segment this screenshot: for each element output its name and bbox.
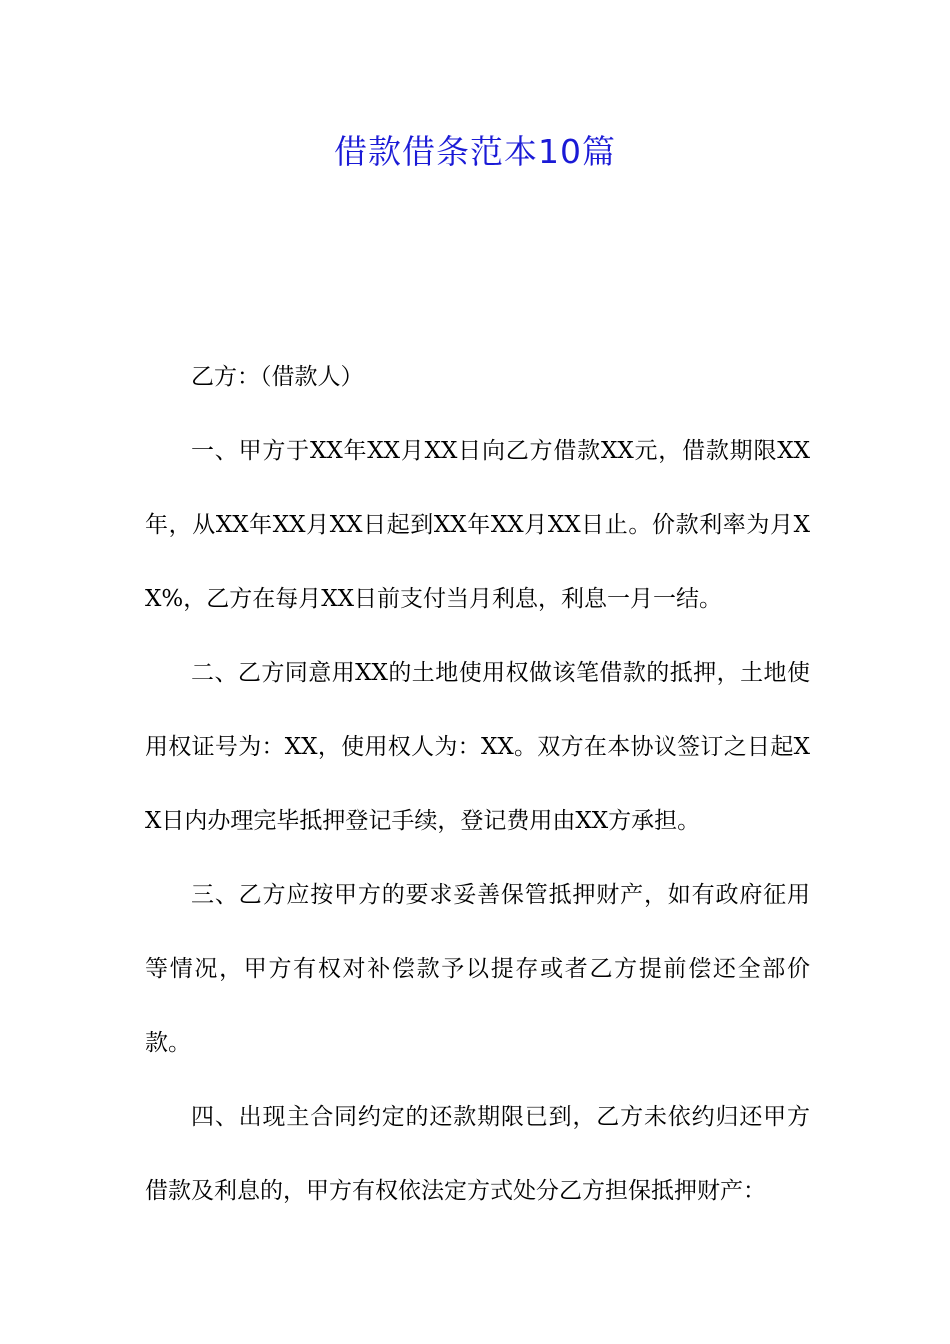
document-body xyxy=(145,340,810,1228)
paragraph-clause-1: 一、甲方于XX年XX月XX日向乙方借款XX元，借款期限XX年，从XX年XX月XX日起到XX年XX月XX日止。价款利率为月XX%，乙方在每月XX日前支付当月利息，利息一月一结。 xyxy=(145,438,810,612)
paragraph-clause-3: 三、乙方应按甲方的要求妥善保管抵押财产，如有政府征用等情况，甲方有权对补偿款予以提存或者乙方提前偿还全部价款。 xyxy=(145,882,810,1056)
paragraph-clause-2: 二、乙方同意用XX的土地使用权做该笔借款的抵押，土地使用权证号为：XX，使用权人为：XX。双方在本协议签订之日起XX日内办理完毕抵押登记手续，登记费用由XX方承担。 xyxy=(145,660,810,834)
paragraph-party-b: 乙方：（借款人） xyxy=(191,364,364,390)
paragraph-clause-4: 四、出现主合同约定的还款期限已到，乙方未依约归还甲方借款及利息的，甲方有权依法定方式处分乙方担保抵押财产： xyxy=(145,1104,810,1204)
document-title: 借款借条范本10篇 xyxy=(334,132,616,171)
